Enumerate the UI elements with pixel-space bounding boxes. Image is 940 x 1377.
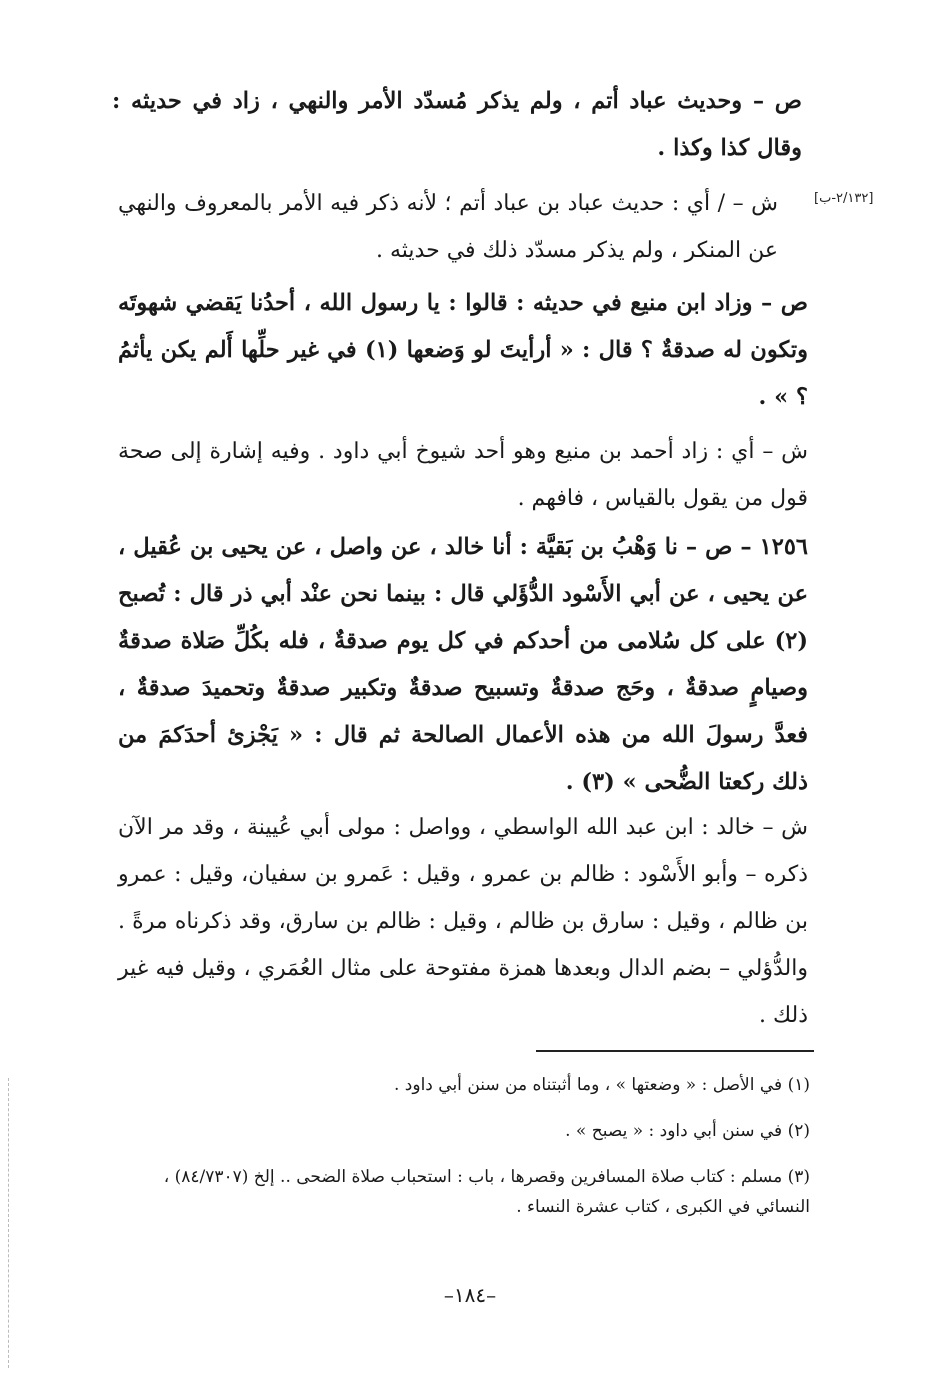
margin-marker: [٢/١٣٢-ب] xyxy=(814,191,874,206)
footnote-3: (٣) مسلم : كتاب صلاة المسافرين وقصرها ، باب : استحباب صلاة الضحى .. إلخ (٨٤/٧٣٠٧) ، النسائي في الكبرى ، كتاب عشرة النساء . xyxy=(163,1167,810,1217)
paragraph-matn-2: ص – وزاد ابن منيع في حديثه : قالوا : يا رسول الله ، أحدُنا يَقضي شهوتَه وتكون له صدقةٌ ؟ قال : « أرأيتَ لو وَضعها (١) في غير حلِّها أَلم يكن يأثمُ ؟ » . xyxy=(118,290,808,410)
paragraph-sharh-2: ش – أي : زاد أحمد بن منيع وهو أحد شيوخ أبي داود . وفيه إشارة إلى صحة قول من يقول بالقياس ، فافهم . xyxy=(118,439,808,511)
paragraph-hadith-1256: ١٢٥٦ – ص – نا وَهْبُ بن بَقيَّة : أنا خالد ، عن واصل ، عن يحيى بن عُقيل ، عن يحيى ، عن أبي الأَسْود الدُّؤَلي قال : بينما نحن عنْد أبي ذر قال : تُصبح (٢) على كل سُلامى من أحدكم في كل يوم صدقةٌ ، فله بكُلِّ صَلاة صدقةٌ وصيامٍ صدقةٌ ، وحَج صدقةٌ وتسبيح صدقةٌ وتكبير صدقةٌ وتحميدَ صدقةٌ ، فعدَّ رسولَ الله من هذه الأعمال الصالحة ثم قال : « يَجْزئ أحدَكمَ من ذلك ركعتا الضُّحى » (٣) . xyxy=(118,534,808,795)
paragraph-sharh-1: ش – / أي : حديث عباد بن عباد أتم ؛ لأنه ذكر فيه الأمر بالمعروف والنهي عن المنكر ، ولم يذكر مسدّد ذلك في حديثه . xyxy=(118,191,778,263)
scan-edge-line xyxy=(8,1078,9,1368)
footnote-1: (١) في الأصل : « وضعتها » ، وما أثبتناه من سنن أبي داود . xyxy=(394,1075,810,1095)
paragraph-sharh-3: ش – خالد : ابن عبد الله الواسطي ، وواصل : مولى أبي عُيينة ، وقد مر الآن ذكره – وأبو الأَسْود : ظالم بن عمرو ، وقيل : عَمرو بن سفيان، وقيل : عمرو بن ظالم ، وقيل : سارق بن ظالم ، وقيل : ظالم بن سارق، وقد ذكرناه مرةً . والدُّؤلي – بضم الدال وبعدها همزة مفتوحة على مثال العُمَري ، وقيل فيه غير ذلك . xyxy=(118,815,808,1028)
paragraph-matn-1: ص – وحديث عباد أتم ، ولم يذكر مُسدّد الأمر والنهي ، زاد في حديثه : وقال كذا وكذا . xyxy=(112,88,802,161)
footnote-separator xyxy=(536,1050,814,1052)
page-number: –١٨٤– xyxy=(443,1283,497,1307)
footnote-2: (٢) في سنن أبي داود : « يصبح » . xyxy=(565,1121,810,1141)
